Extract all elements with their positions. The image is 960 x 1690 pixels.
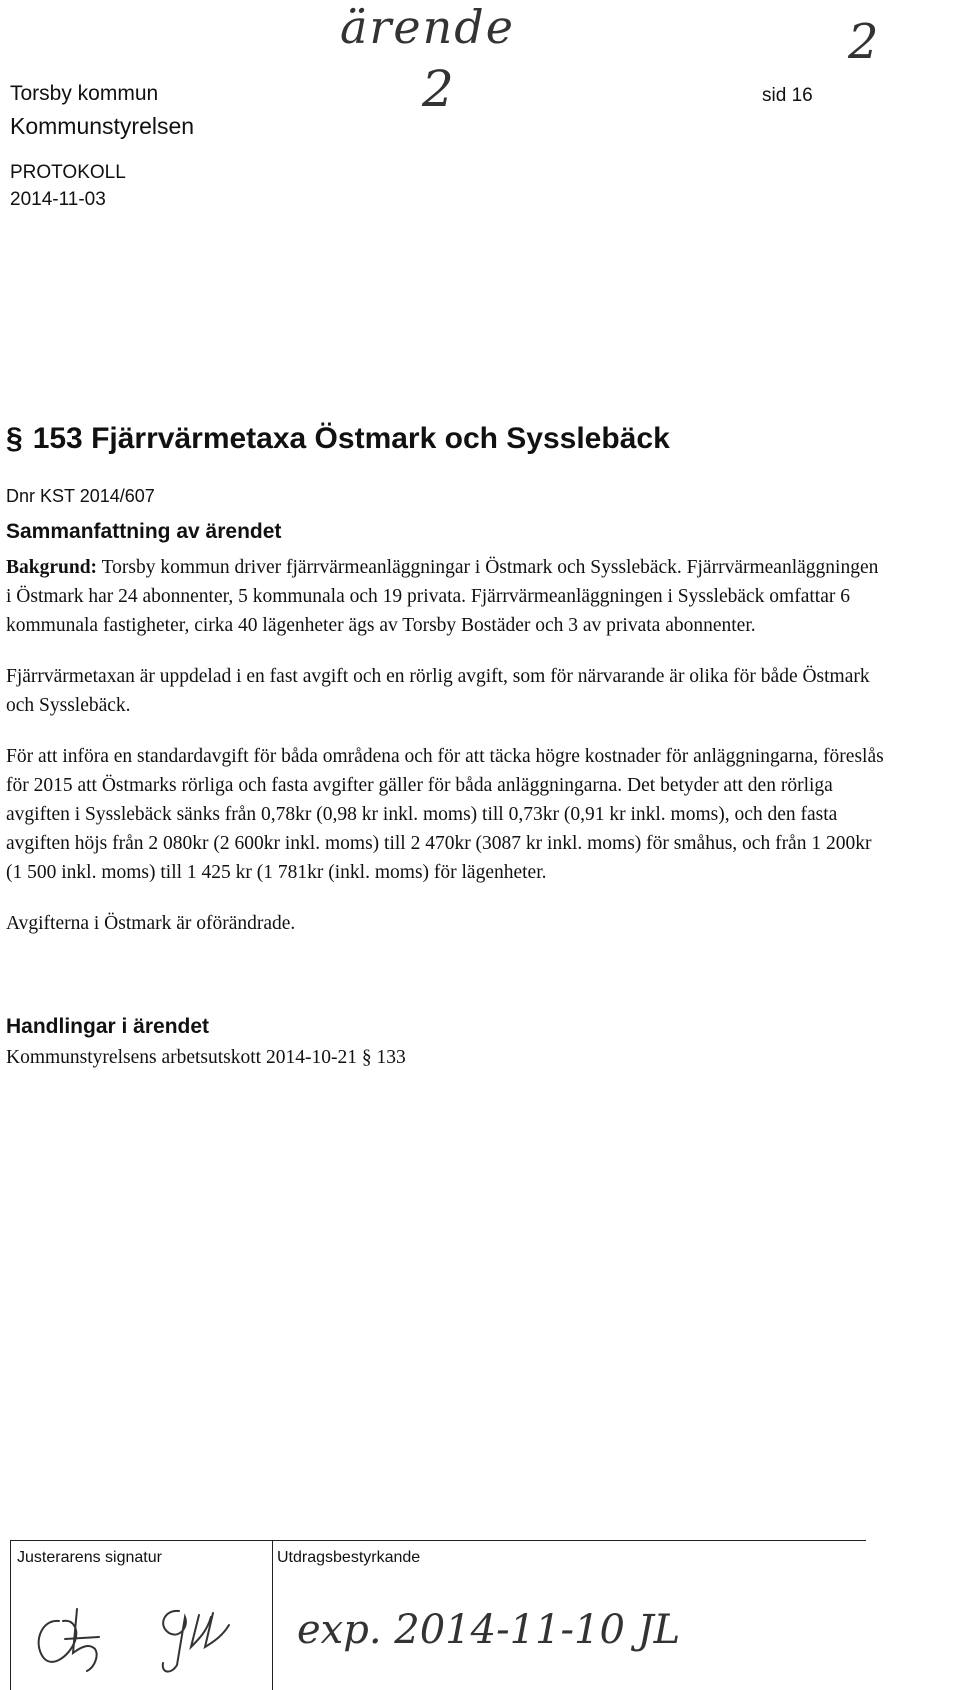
handwritten-arende-annotation: ärende — [340, 0, 515, 54]
handwritten-page-mark-center: 2 — [422, 60, 454, 118]
handwritten-page-mark-top-right: 2 — [848, 14, 879, 70]
org-name: Torsby kommun — [10, 82, 159, 105]
paragraph-symbol: § — [6, 422, 23, 455]
ostmark-unchanged-paragraph: Avgifterna i Östmark är oförändrade. — [6, 913, 296, 934]
page-number: sid 16 — [762, 85, 813, 106]
documents-item: Kommunstyrelsens arbetsutskott 2014-10-21 § 133 — [6, 1047, 406, 1068]
signature-table — [10, 1540, 866, 1690]
certification-label: Utdragsbestyrkande — [277, 1549, 421, 1566]
handwritten-certification: exp. 2014-11-10 JL — [297, 1607, 681, 1653]
documents-heading: Handlingar i ärendet — [6, 1015, 210, 1038]
doc-type: PROTOKOLL — [10, 162, 126, 183]
committee-name: Kommunstyrelsen — [10, 113, 195, 139]
background-label: Bakgrund: — [6, 557, 98, 578]
signature-cell — [10, 1541, 273, 1690]
section-title: 153 Fjärrvärmetaxa Östmark och Sysslebäck — [32, 422, 670, 455]
tariff-structure-paragraph: Fjärrvärmetaxan är uppdelad i en fast avgift och en rörlig avgift, som för närvarande är olika för både Östmark och Sysslebäck. — [6, 666, 870, 716]
summary-heading: Sammanfattning av ärendet — [6, 520, 282, 543]
diary-number: Dnr KST 2014/607 — [6, 486, 155, 506]
signature-label: Justerarens signatur — [17, 1549, 162, 1566]
background-text: Torsby kommun driver fjärrvärmeanläggningar i Östmark och Sysslebäck. Fjärrvärmeanläggningen i Östmark har 24 abonnenter, 5 kommunala och 19 privata. Fjärrvärmeanläggningen i Sysslebäck omfattar 6 kommunala fastigheter, cirka 40 lägenheter ägs av Torsby Bostäder och 3 av privata abonnenter. — [6, 557, 879, 636]
section-heading — [6, 422, 670, 456]
background-paragraph — [6, 553, 886, 640]
summary-body — [6, 553, 886, 938]
meeting-date: 2014-11-03 — [10, 189, 106, 210]
proposal-paragraph: För att införa en standardavgift för båda områdena och för att täcka högre kostnader för anläggningarna, föreslås för 2015 att Östmarks rörliga och fasta avgifter gäller för båda anläggningarna. Det betyder att den rörliga avgiften i Sysslebäck sänks från 0,78kr (0,98 kr inkl. moms) till 0,73kr (0,91 kr inkl. moms), och den fasta avgiften höjs från 2 080kr (2 600kr inkl. moms) till 2 470kr (3087 kr inkl. moms) för småhus, och från 1 200kr (1 500 inkl. moms) till 1 425 kr (1 781kr (inkl. moms) för lägenheter. — [6, 746, 884, 883]
handwritten-signatures — [29, 1591, 259, 1681]
certification-cell — [271, 1541, 866, 1690]
